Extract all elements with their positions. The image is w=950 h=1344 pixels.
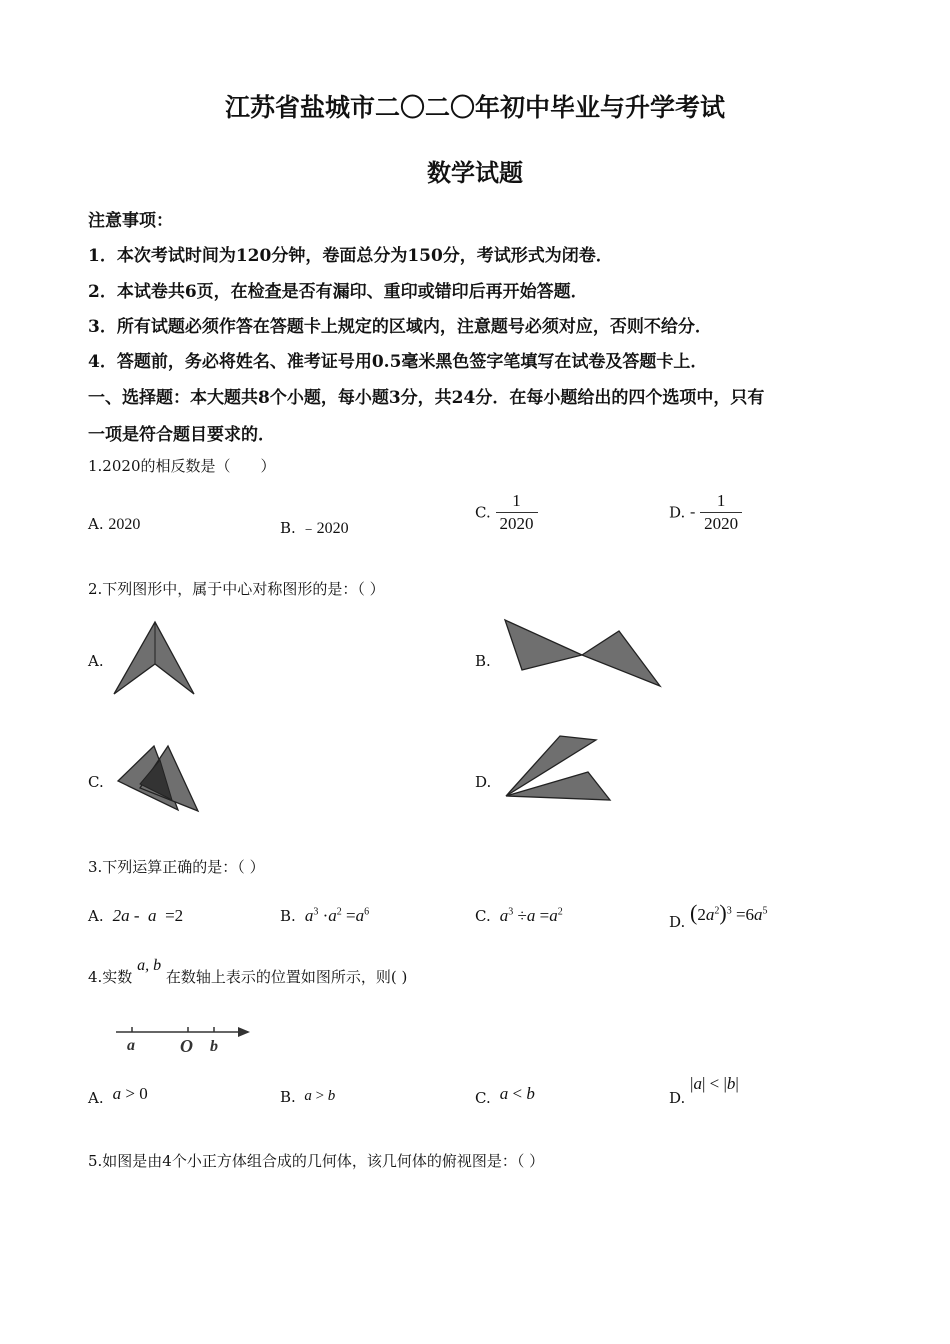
stem-variables: a, b xyxy=(137,957,162,974)
option-label: A. xyxy=(88,515,104,533)
q1-option-d xyxy=(669,490,742,535)
stem-suffix: 在数轴上表示的位置如图所示，则( ) xyxy=(165,968,408,986)
option-label: B. xyxy=(280,519,296,537)
right-triangle-shape xyxy=(582,631,660,686)
axis-label-a: a xyxy=(127,1037,135,1054)
option-value: ﹣2020 xyxy=(300,520,349,537)
option-value: 2020 xyxy=(108,516,141,533)
section-heading-line2: 一项是符合题目要求的． xyxy=(88,425,275,445)
math-expression: $a^3 \div a =a^2$ xyxy=(495,906,563,925)
option-label: D. xyxy=(669,503,686,522)
q4-option-c xyxy=(475,1084,535,1108)
math-expression: |a| < |b| xyxy=(690,1074,739,1093)
fraction-numerator: 1 xyxy=(512,491,521,510)
q2-figure-a xyxy=(110,615,200,700)
q1-option-a xyxy=(88,515,140,534)
axis-label-b: b xyxy=(210,1038,218,1055)
q2-option-a-label: A. xyxy=(88,652,104,670)
question-2-stem: 2.下列图形中，属于中心对称图形的是：（ ） xyxy=(88,580,385,598)
notice-item-2: 2．本试卷共6页，在检查是否有漏印、重印或错印后再开始答题． xyxy=(88,282,588,302)
question-3-stem: 3.下列运算正确的是：（ ） xyxy=(88,858,265,876)
arrowhead-shape xyxy=(114,622,194,694)
minus-sign: - xyxy=(690,503,696,521)
question-5-stem: 5.如图是由4个小正方体组合成的几何体，该几何体的俯视图是：（ ） xyxy=(88,1152,545,1170)
math-expression: a < b xyxy=(495,1084,535,1103)
q2-option-d-label: D. xyxy=(475,773,492,791)
math-expression: $(2a^2)^3 =6a^5$ xyxy=(690,900,768,925)
q4-option-b xyxy=(280,1088,335,1107)
q1-option-b xyxy=(280,515,349,538)
option-label: B. xyxy=(280,907,296,925)
math-expression: $a^3 \cdot a^2 =a^6$ xyxy=(300,906,370,925)
axis-label-o: O xyxy=(180,1036,193,1056)
fraction-denominator: 2020 xyxy=(496,512,538,535)
q1-option-c xyxy=(475,490,538,535)
fraction xyxy=(700,490,742,535)
math-expression: a > b xyxy=(300,1088,336,1104)
fraction-denominator: 2020 xyxy=(700,512,742,535)
exam-title: 江苏省盐城市二〇二〇年初中毕业与升学考试 xyxy=(224,93,725,122)
option-label: C. xyxy=(475,503,491,522)
question-4-stem xyxy=(88,957,408,987)
notice-heading: 注意事项： xyxy=(88,211,173,231)
question-1-stem: 1.2020的相反数是（ ） xyxy=(88,457,276,475)
q2-figure-d xyxy=(498,728,618,808)
option-label: C. xyxy=(475,1089,491,1107)
fraction xyxy=(496,490,538,535)
q3-option-d xyxy=(669,900,768,931)
q2-figure-b xyxy=(498,612,668,692)
notice-item-3: 3．所有试题必须作答在答题卡上规定的区域内，注意题号必须对应，否则不给分． xyxy=(88,317,712,337)
left-triangle-shape xyxy=(505,620,582,670)
math-expression: 2a ‑ a =2 xyxy=(108,906,184,925)
q4-option-d xyxy=(669,1074,739,1108)
q2-option-c-label: C. xyxy=(88,773,104,791)
notice-item-1: 1．本次考试时间为120分钟，卷面总分为150分，考试形式为闭卷． xyxy=(88,246,613,266)
section-heading-line1: 一、选择题：本大题共8个小题，每小题3分，共24分．在每小题给出的四个选项中，只有 xyxy=(88,388,765,408)
notice-item-4: 4．答题前，务必将姓名、准考证号用0.5毫米黑色签字笔填写在试卷及答题卡上． xyxy=(88,352,708,372)
option-label: D. xyxy=(669,913,686,931)
option-label: D. xyxy=(669,1089,686,1107)
exam-subtitle: 数学试题 xyxy=(427,158,523,187)
option-label: B. xyxy=(280,1088,296,1106)
option-label: A. xyxy=(88,1089,104,1107)
q3-option-a xyxy=(88,906,183,926)
q2-option-b-label: B. xyxy=(475,652,491,670)
arrow-icon xyxy=(238,1027,250,1037)
number-line xyxy=(110,1020,260,1060)
q2-figure-c xyxy=(110,738,210,818)
fraction-numerator: 1 xyxy=(716,491,726,510)
option-label: C. xyxy=(475,907,491,925)
q3-option-b xyxy=(280,906,369,926)
stem-prefix: 4.实数 xyxy=(88,968,133,986)
q4-option-a xyxy=(88,1084,148,1108)
math-expression: a > 0 xyxy=(108,1084,148,1103)
option-label: A. xyxy=(88,907,104,925)
q3-option-c xyxy=(475,906,563,926)
